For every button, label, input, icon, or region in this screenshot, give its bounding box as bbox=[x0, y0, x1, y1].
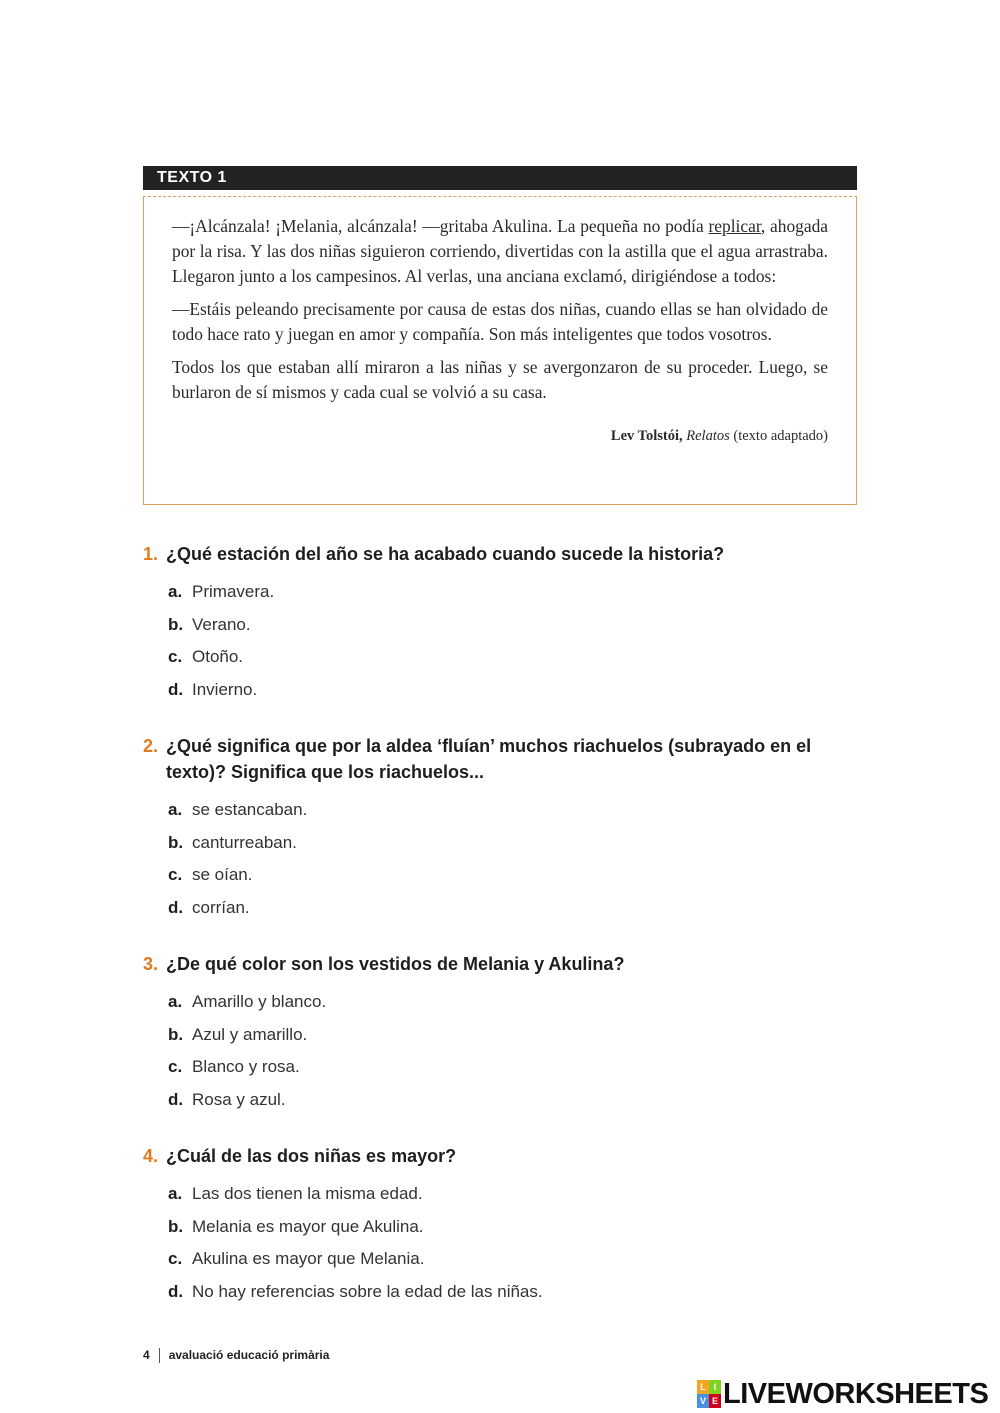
option-c[interactable]: c. se oían. bbox=[168, 865, 253, 884]
page-number: 4 bbox=[143, 1348, 150, 1362]
question-title bbox=[143, 733, 857, 785]
adaptation-note: (texto adaptado) bbox=[733, 428, 828, 444]
option-b[interactable]: b. Azul y amarillo. bbox=[168, 1024, 308, 1044]
option-d[interactable]: d. Rosa y azul. bbox=[168, 1089, 286, 1109]
logo-icon: L I V E bbox=[697, 1380, 721, 1408]
option-c[interactable]: c. Blanco y rosa. bbox=[168, 1057, 300, 1076]
option-b[interactable]: b. Melania es mayor que Akulina. bbox=[168, 1216, 424, 1236]
option-b[interactable]: b. canturreaban. bbox=[168, 832, 297, 852]
option-c[interactable]: c. Akulina es mayor que Melania. bbox=[168, 1249, 425, 1268]
logo-text: LIVEWORKSHEETS bbox=[723, 1377, 989, 1410]
options-list bbox=[143, 794, 857, 924]
option-d[interactable]: d. No hay referencias sobre la edad de las niñas. bbox=[168, 1281, 543, 1301]
passage-paragraph-3: Todos los que estaban allí miraron a las niñas y se avergonzaron de su proceder. Luego, se burlaron de sí mismos y cada cual se volvió a su casa. bbox=[172, 357, 828, 402]
underlined-word: replicar bbox=[708, 216, 761, 236]
liveworksheets-logo bbox=[697, 1376, 988, 1412]
text-header: TEXTO 1 bbox=[143, 166, 857, 190]
page-footer bbox=[143, 1348, 329, 1363]
option-d[interactable]: d. Invierno. bbox=[168, 679, 258, 699]
passage-paragraph-2: —Estáis peleando precisamente por causa de estas dos niñas, cuando ellas se han olvidado de todo hace rato y juegan en amor y compañía. Son más inteligentes que todos vosotros. bbox=[172, 299, 828, 344]
question-4 bbox=[143, 1143, 857, 1308]
option-a[interactable]: a. Primavera. bbox=[168, 582, 275, 601]
work-title: Relatos bbox=[686, 428, 730, 444]
footer-divider bbox=[159, 1348, 160, 1363]
attribution bbox=[172, 424, 828, 449]
reading-passage bbox=[143, 196, 857, 505]
question-text: ¿Qué significa que por la aldea ‘fluían’ muchos riachuelos (subrayado en el texto)? Significa que los riachuelos... bbox=[166, 736, 812, 782]
passage-paragraph-1: —¡Alcánzala! ¡Melania, alcánzala! —gritaba Akulina. La pequeña no podía replicar, ahogada por la risa. Y las dos niñas siguieron corriendo, divertidas con la astilla que el agua arrastraba. Llegaron junto a los campesinos. Al verlas, una anciana exclamó, dirigiéndose a todos: bbox=[172, 216, 828, 286]
option-c[interactable]: c. Otoño. bbox=[168, 647, 244, 666]
option-d[interactable]: d. corrían. bbox=[168, 897, 250, 917]
question-number: 4. bbox=[143, 1146, 159, 1166]
question-text: ¿Cuál de las dos niñas es mayor? bbox=[166, 1146, 457, 1166]
question-title bbox=[143, 951, 857, 977]
option-a[interactable]: a. Amarillo y blanco. bbox=[168, 992, 327, 1011]
question-2 bbox=[143, 733, 857, 924]
author: Lev Tolstói, bbox=[610, 428, 683, 444]
question-3 bbox=[143, 951, 857, 1116]
option-a[interactable]: a. se estancaban. bbox=[168, 800, 308, 819]
footer-label: avaluació educació primària bbox=[168, 1348, 330, 1362]
question-number: 2. bbox=[143, 736, 159, 756]
options-list bbox=[143, 576, 857, 706]
option-b[interactable]: b. Verano. bbox=[168, 614, 251, 634]
option-a[interactable]: a. Las dos tienen la misma edad. bbox=[168, 1184, 423, 1203]
options-list bbox=[143, 986, 857, 1116]
question-1 bbox=[143, 541, 857, 706]
question-text: ¿Qué estación del año se ha acabado cuando sucede la historia? bbox=[166, 544, 725, 564]
question-number: 1. bbox=[143, 544, 159, 564]
question-title bbox=[143, 1143, 857, 1169]
question-title bbox=[143, 541, 857, 567]
options-list bbox=[143, 1178, 857, 1308]
question-text: ¿De qué color son los vestidos de Melania y Akulina? bbox=[166, 954, 625, 974]
question-number: 3. bbox=[143, 954, 159, 974]
